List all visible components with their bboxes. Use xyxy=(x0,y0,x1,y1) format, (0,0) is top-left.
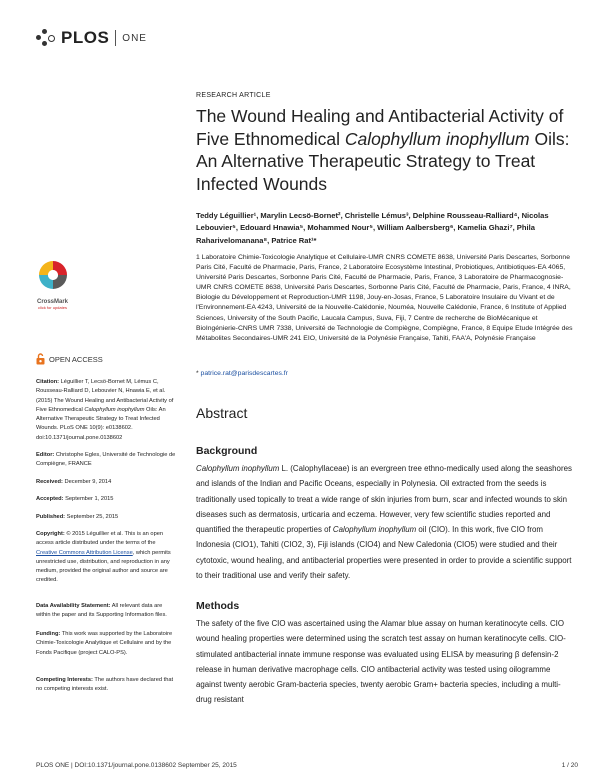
data-availability-label: Data Availability Statement: xyxy=(36,603,111,609)
citation-text-2: Oils: An Alternative Therapeutic Strategy to Treat Infected Wounds. PLoS ONE 10(9): e0138602. doi:10.1371/journal.pone.0138602 xyxy=(36,406,166,441)
editor-text: Christophe Egles, Université de Technologie de Compiègne, FRANCE xyxy=(36,452,176,468)
plos-logo-icon xyxy=(36,29,58,47)
bg-italic-1: Calophyllum inophyllum xyxy=(196,464,280,473)
plos-one-logo[interactable] xyxy=(36,28,147,48)
crossmark-badge[interactable] xyxy=(35,260,70,310)
received-block xyxy=(36,478,178,487)
accepted-block xyxy=(36,495,178,504)
crossmark-label: CrossMark xyxy=(36,299,68,305)
crossmark-sub: click for updates xyxy=(38,305,67,310)
bg-text-1: L. (Calophyllaceae) is an evergreen tree ethno-medically used along the seashores and islands of the Indian and Pacific Oceans, especially in Polynesia. Oil extracted from the seeds is traditionally used topically to treat a wide range of skin injuries from burn, scar and infected wounds to skin diseases such as dermatosis, urticaria and eczema. However, very few scientific studies reported and quantified the therapeutic properties of xyxy=(196,464,572,535)
funding-text: This work was supported by the Laboratoire Chimie-Toxicologie Analytique et Cellulaire and by the Fonds Pacifique (project CALO-PS). xyxy=(36,631,173,656)
open-lock-icon xyxy=(36,353,45,365)
published-date: September 25, 2015 xyxy=(65,514,119,520)
page-number: 1 / 20 xyxy=(561,762,578,769)
bg-italic-2: Calophyllum inophyllum xyxy=(332,525,417,535)
article-type: RESEARCH ARTICLE xyxy=(196,92,271,99)
footer-citation: PLOS ONE | DOI:10.1371/journal.pone.0138602 September 25, 2015 xyxy=(36,762,237,769)
competing-interests-text: The authors have declared that no competing interests exist. xyxy=(36,677,174,693)
published-label: Published: xyxy=(36,514,66,520)
open-access-badge xyxy=(36,353,103,365)
open-access-label: OPEN ACCESS xyxy=(49,354,103,364)
journal-sub: ONE xyxy=(122,32,147,44)
editor-block xyxy=(36,451,178,470)
citation-block xyxy=(36,378,178,443)
background-text xyxy=(196,461,576,583)
logo-divider xyxy=(115,30,116,46)
journal-name: PLOS xyxy=(61,28,110,47)
copyright-block xyxy=(36,530,178,586)
bg-text-2: oil (CIO). In this work, five CIO from Indonesia (CIO1), Tahiti (CIO2, 3), Fiji islands (CIO4) and New Caledonia (CIO5) were studied and their cytotoxic, wound healing, and antibacterial properties were presented in order to provide a scientific support to their traditional use and verify their safety. xyxy=(196,525,572,581)
corr-marker: * xyxy=(196,370,201,377)
citation-text-1: Léguillier T, Lecsö-Bornet M, Lémus C, Rousseau-Ralliard D, Lebouvier N, Hnawia E, et al. (2015) The Wound Healing and Antibacterial Activity of Five Ethnomedical xyxy=(36,379,174,413)
methods-text: The safety of the five CIO was ascertained using the Alamar blue assay on human keratinocyte cells. CIO wound healing properties were determined using the scratch test assay on human keratinocyte cells. CIO-stimulated antibacterial innate immune response was evaluated using ELISA by measuring β defensin-2 release in human derivative macrophage cells. CIO antibacterial activity was tested using oilogramme against twenty aerobic Gram-bacteria species, twenty aerobic Gram+ bacteria species, including a multi-drug resistant xyxy=(196,619,566,705)
published-block xyxy=(36,513,178,522)
corr-email-link[interactable]: patrice.rat@parisdescartes.fr xyxy=(200,370,288,377)
accepted-label: Accepted: xyxy=(36,496,64,502)
cc-license-link[interactable]: Creative Commons Attribution License xyxy=(36,549,133,556)
article-title xyxy=(196,105,576,195)
affiliations: 1 Laboratoire Chimie-Toxicologie Analytique et Cellulaire-UMR CNRS COMETE 8638, Université Paris Descartes, Sorbonne Paris Cité, Faculté de Pharmacie, Paris, France, 2 Laboratoire Ecosystème Intestinal, Probiotiques, Antibiotiques-EA 4065, Université Paris Descartes, Sorbonne Paris Cité, Faculté de Pharmacie, Paris, France, 3 Laboratoire de Pharmacognosie-UMR CNRS COMETE 8638, Université Paris Descartes, Sorbonne Paris Cité, Faculté de Pharmacie, Paris, France, 4 INRA, Biologie du Développement et Reproduction-UMR 1198, Jouy-en-Josas, France, 5 Laboratoire Insulaire du Vivant et de l'Environnement-EA 4243, Université de la Nouvelle-Calédonie, Nouméa, Nouvelle Calédonie, France, 6 Institute of Applied Sciences, University of the South Pacific, Laucala Campus, Suva, Fiji, 7 Centre de recherche de BioMécanique et BioIngénierie-CNRS UMR 7338, Université de Technologie de Compiègne, Compiègne, France, 8 Equipe Etude Intégrée des Métabolites Secondaires-UMR 241 EIO, Université de la Polynésie Française, Tahiti, FAA'A, Polynésie Française xyxy=(196,254,573,342)
competing-interests-label: Competing Interests: xyxy=(36,677,93,683)
received-date: December 9, 2014 xyxy=(62,479,112,485)
title-italic: Calophyllum inophyllum xyxy=(344,128,530,149)
copyright-text-2: , which permits unrestricted use, distribution, and reproduction in any medium, provided the original author and source are credited. xyxy=(36,549,171,584)
citation-label: Citation: xyxy=(36,379,60,385)
funding-block xyxy=(36,630,178,658)
funding-label: Funding: xyxy=(36,631,61,637)
background-heading: Background xyxy=(196,445,258,457)
editor-label: Editor: xyxy=(36,452,55,458)
title-part1: The Wound Healing and Antibacterial Activity of Five Ethnomedical xyxy=(196,106,564,149)
title-part2: Oils: An Alternative Therapeutic Strategy to Treat Infected Wounds xyxy=(196,128,570,194)
received-label: Received: xyxy=(36,479,63,485)
abstract-heading: Abstract xyxy=(196,405,248,421)
data-availability-text: All relevant data are within the paper and its Supporting Information files. xyxy=(36,603,167,619)
correspondence xyxy=(196,370,288,377)
crossmark-icon xyxy=(38,260,68,292)
competing-interests-block xyxy=(36,676,178,695)
copyright-label: Copyright: xyxy=(36,531,65,537)
citation-italic: Calophyllum inophyllum xyxy=(84,406,145,413)
data-availability-block xyxy=(36,602,178,621)
accepted-date: September 1, 2015 xyxy=(63,496,114,502)
author-list: Teddy Léguillier¹, Marylin Lecsö-Bornet², Christelle Lémus³, Delphine Rousseau-Ralliard⁴, Nicolas Lebouvier⁵, Edouard Hnawia⁵, Mohammed Nour⁵, William Aalbersberg⁶, Kamelia Ghazi⁷, Phila Raharivelomanana⁸, Patrice Rat¹* xyxy=(196,211,549,245)
copyright-text-1: © 2015 Léguillier et al. This is an open access article distributed under the terms of the xyxy=(36,531,164,547)
methods-heading: Methods xyxy=(196,600,240,612)
